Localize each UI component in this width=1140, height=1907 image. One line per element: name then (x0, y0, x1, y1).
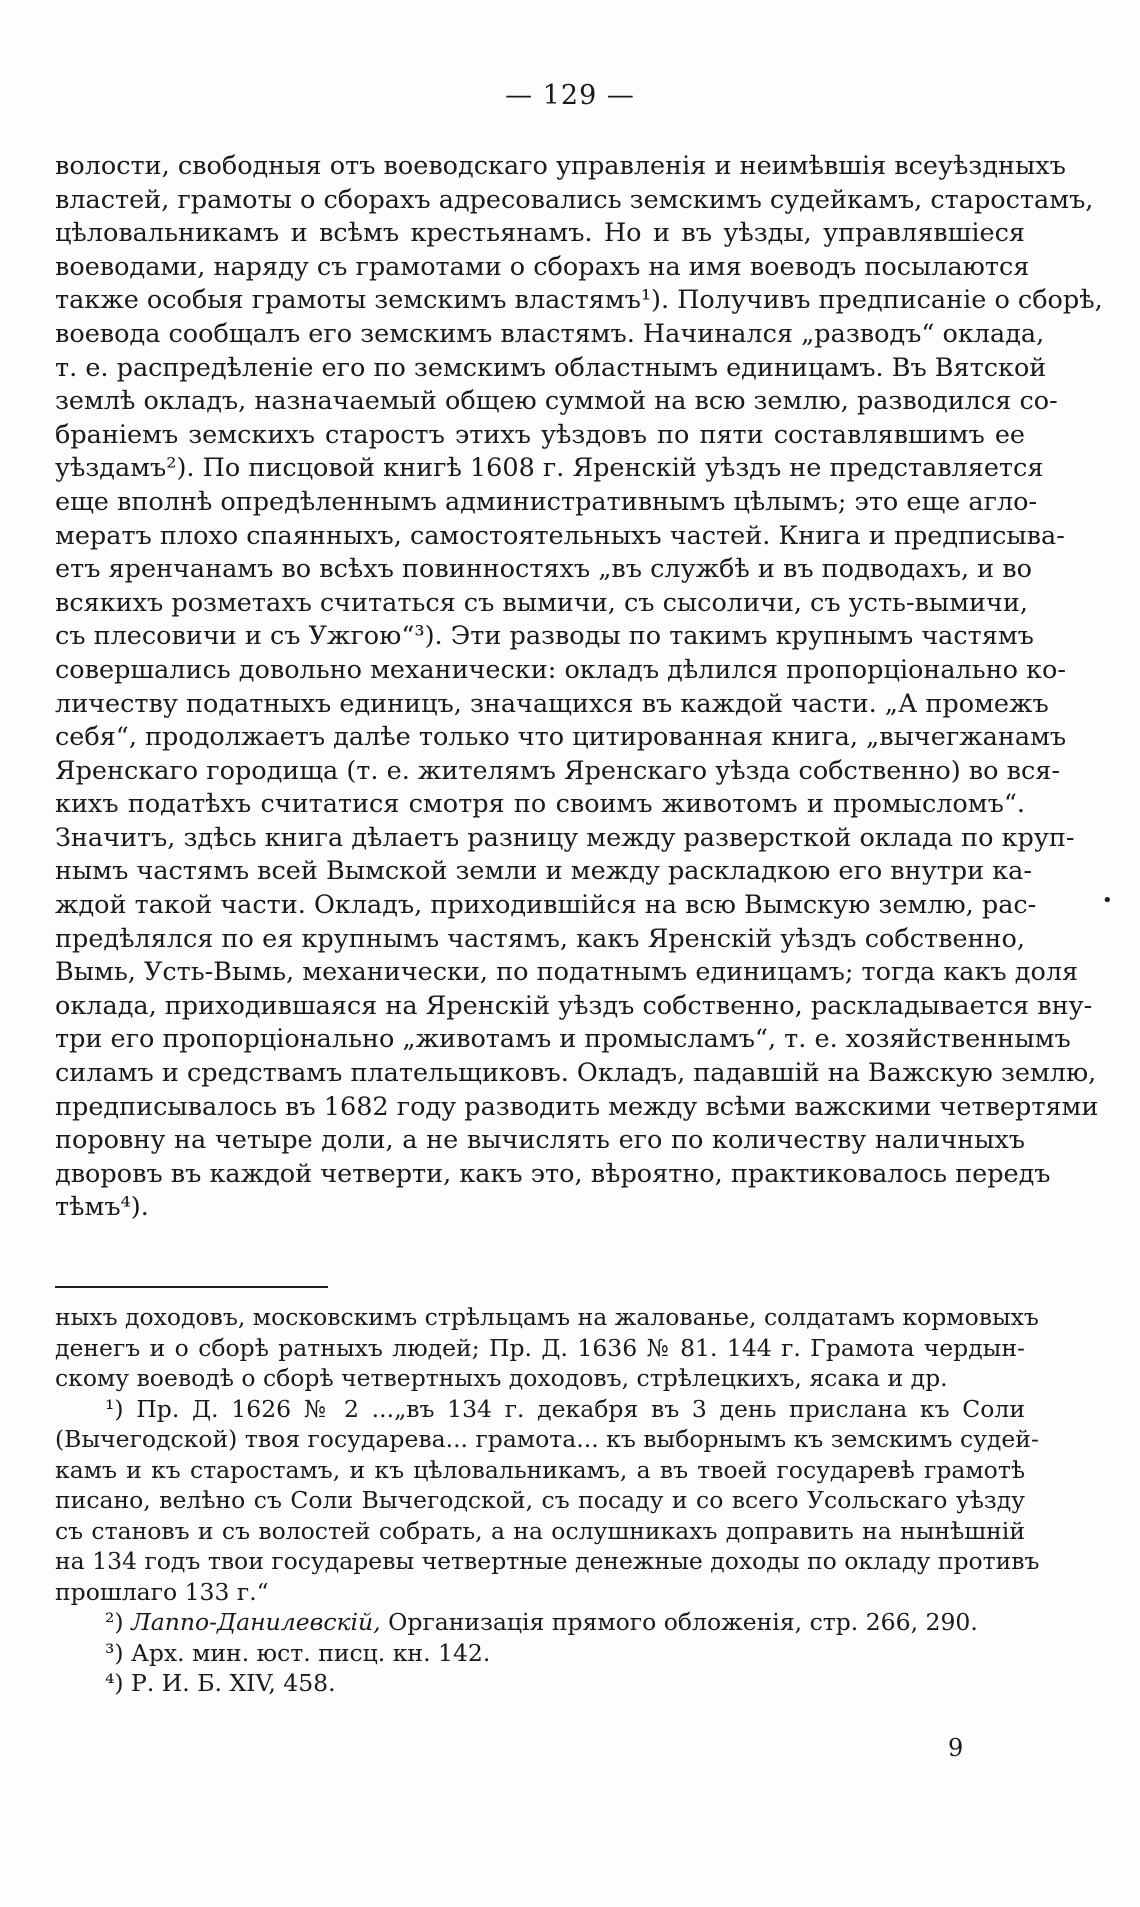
text-line: воеводами, наряду съ грамотами о сборахъ на имя воеводъ посылаются (55, 251, 1030, 282)
text-line: съ плесовичи и съ Ужгою“³). Эти разводы по такимъ крупнымъ частямъ (55, 621, 1034, 652)
text-line: предѣлялся по ея крупнымъ частямъ, какъ Яренскій уѣздъ собственно, (55, 923, 1025, 954)
text-line: тѣмъ⁴). (55, 1192, 149, 1223)
text-line: совершались довольно механически: окладъ дѣлился пропорціонально ко- (55, 654, 1066, 685)
footnote-2-text: Организація прямого обложенія, стр. 266, 290. (388, 1608, 978, 1636)
footnote-2 (55, 1607, 1025, 1638)
footnote-line: писано, велѣно съ Соли Вычегодской, съ посаду и со всего Усольскаго уѣзду (55, 1486, 1025, 1514)
text-line: поровну на четыре доли, а не вычислять его по количеству наличныхъ (55, 1125, 1025, 1156)
text-line: всякихъ розметахъ считаться съ вымичи, съ сысоличи, съ усть-вымичи, (55, 587, 1028, 618)
text-line: еще вполнѣ опредѣленнымъ административнымъ цѣлымъ; это еще агло- (55, 486, 1038, 517)
footnote-line: на 134 годъ твои государевы четвертные денежные доходы по окладу противъ (55, 1547, 1040, 1575)
text-line: предписывалось въ 1682 году разводить между всѣми важскими четвертями (55, 1091, 1099, 1122)
text-line: землѣ окладъ, назначаемый общею суммой на всю землю, разводился со- (55, 386, 1058, 417)
text-line: уѣздамъ²). По писцовой книгѣ 1608 г. Яренскій уѣздъ не представляется (55, 453, 1044, 484)
signature-mark: 9 (948, 1734, 964, 1762)
footnote-line: скому воеводѣ о сборѣ четвертныхъ доходовъ, стрѣлецкихъ, ясака и др. (55, 1364, 948, 1392)
text-line: также особыя грамоты земскимъ властямъ¹). Получивъ предписаніе о сборѣ, (55, 285, 1103, 316)
text-line: оклада, приходившаяся на Яренскій уѣздъ собственно, раскладывается вну- (55, 990, 1093, 1021)
text-line: браніемъ земскихъ старостъ этихъ уѣздовъ по пяти составлявшимъ ее (55, 419, 1025, 450)
footnote-line: ¹) Пр. Д. 1626 № 2 ...„въ 134 г. декабря въ 3 день прислана къ Соли (105, 1394, 1025, 1423)
text-line: дворовъ въ каждой четверти, какъ это, вѣроятно, практиковалось передъ (55, 1158, 1051, 1189)
text-line: мератъ плохо спаянныхъ, самостоятельныхъ частей. Книга и предписыва- (55, 520, 1065, 551)
text-line: властей, грамоты о сборахъ адресовались земскимъ судейкамъ, старостамъ, (55, 184, 1094, 215)
text-line: волости, свободныя отъ воеводскаго управленія и неимѣвшія всеуѣздныхъ (55, 151, 1066, 181)
text-line: нымъ частямъ всей Вымской земли и между раскладкою его внутри ка- (55, 856, 1032, 887)
text-line: кихъ податѣхъ считатися смотря по своимъ животомъ и промысломъ“. (55, 789, 1025, 820)
footnote-line: съ становъ и съ волостей собрать, а на ослушникахъ доправить на нынѣшній (55, 1516, 1025, 1545)
footnotes (55, 1302, 1040, 1699)
footnote-rule (55, 1286, 328, 1288)
footnote-3: ³) Арх. мин. юст. писц. кн. 142. (105, 1638, 491, 1667)
margin-mark: • (1102, 890, 1113, 911)
main-text (55, 150, 1103, 1225)
text-line: Яренскаго городища (т. е. жителямъ Яренскаго уѣзда собственно) во вся- (55, 755, 1060, 786)
text-line: Значитъ, здѣсь книга дѣлаетъ разницу между разверсткой оклада по круп- (55, 822, 1075, 853)
text-line: Вымь, Усть-Вымь, механически, по податнымъ единицамъ; тогда какъ доля (55, 957, 1079, 988)
page-number: — 129 — (505, 80, 635, 111)
text-line: себя“, продолжаетъ далѣе только что цитированная книга, „вычегжанамъ (55, 722, 1067, 753)
footnote-line: денегъ и о сборѣ ратныхъ людей; Пр. Д. 1636 № 81. 144 г. Грамота чердын- (55, 1333, 1025, 1362)
footnote-line: (Вычегодской) твоя государева... грамота... къ выборнымъ къ земскимъ судей- (55, 1425, 1039, 1453)
footnote-2-marker: ²) (105, 1608, 124, 1636)
text-line: т. е. распредѣленіе его по земскимъ областнымъ единицамъ. Въ Вятской (55, 352, 1047, 383)
text-line: три его пропорціонально „животамъ и промысламъ“, т. е. хозяйственнымъ (55, 1024, 1071, 1055)
footnote-4: ⁴) Р. И. Б. XIV, 458. (105, 1669, 336, 1697)
text-line: воевода сообщалъ его земскимъ властямъ. Начинался „разводъ“ оклада, (55, 318, 1045, 349)
footnote-line: камъ и къ старостамъ, и къ цѣловальникамъ, а въ твоей государевѣ грамотѣ (55, 1455, 1025, 1484)
footnote-line: ныхъ доходовъ, московскимъ стрѣльцамъ на жалованье, солдатамъ кормовыхъ (55, 1303, 1039, 1331)
footnote-line: прошлаго 133 г.“ (55, 1577, 269, 1606)
text-line: ждой такой части. Окладъ, приходившійся на всю Вымскую землю, рас- (55, 890, 1037, 921)
text-line: силамъ и средствамъ плательщиковъ. Окладъ, падавшій на Важскую землю, (55, 1058, 1097, 1089)
text-line: личеству податныхъ единицъ, значащихся въ каждой части. „А промежъ (55, 688, 1049, 719)
footnote-2-author: Лаппо-Данилевскій, (131, 1608, 381, 1636)
text-line: етъ яренчанамъ во всѣхъ повинностяхъ „въ службѣ и въ подводахъ, и во (55, 554, 1032, 585)
text-line: цѣловальникамъ и всѣмъ крестьянамъ. Но и въ уѣзды, управлявшіеся (55, 218, 1025, 249)
